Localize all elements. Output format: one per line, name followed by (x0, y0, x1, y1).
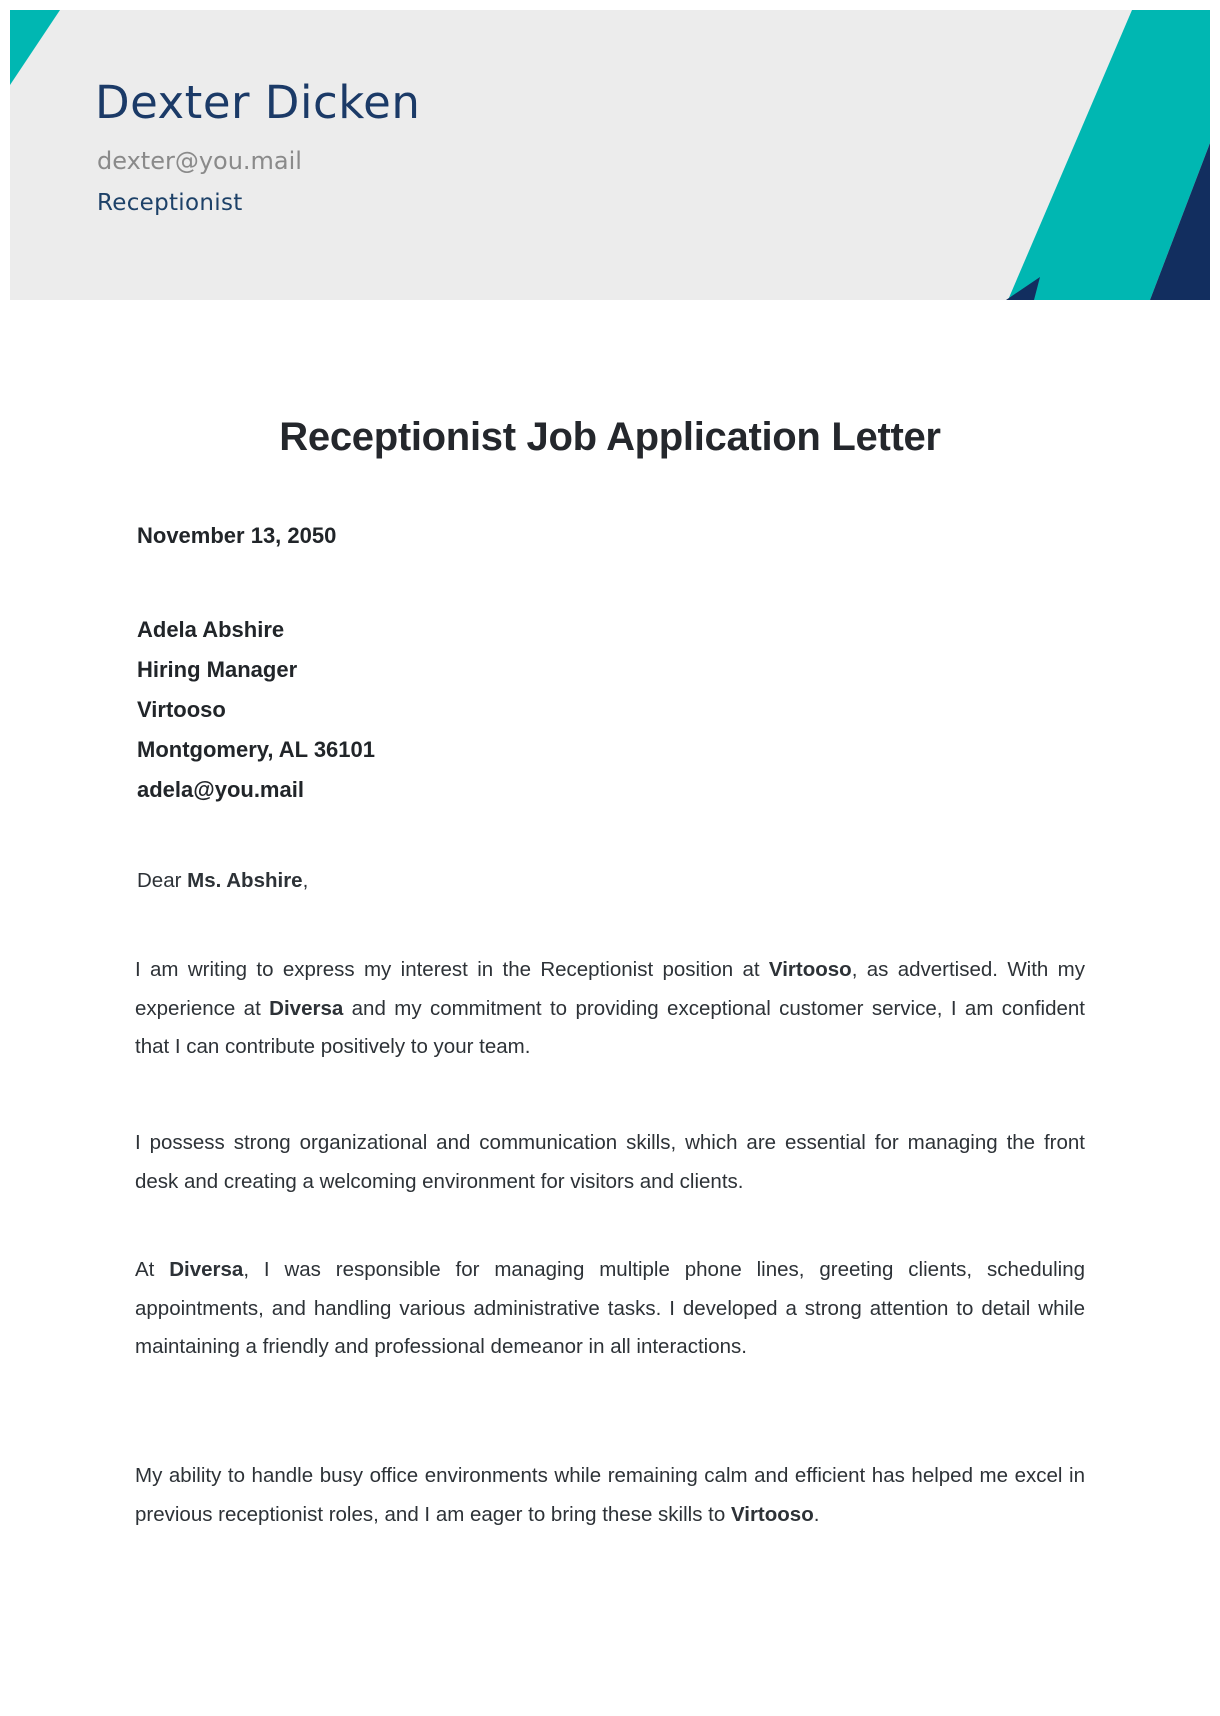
paragraph-intro (135, 951, 1085, 1067)
body-text: . (813, 1502, 820, 1526)
bold-text: Diversa (169, 1258, 244, 1281)
letter-header (10, 10, 1210, 300)
paragraph-experience (135, 1251, 1085, 1367)
bold-text: Ms. Abshire (187, 869, 303, 892)
body-text: , I was responsible for managing multiple phone lines, greeting clients, scheduling appointments, and handling various administrative tasks. I developed a strong attention to detail while maintaining a friendly and professional demeanor in all interactions. (135, 1258, 1085, 1359)
body-text: Dear (137, 869, 188, 892)
recipient-address: Montgomery, AL 36101 (137, 737, 375, 762)
bold-text: Diversa (269, 996, 344, 1020)
bold-text: Virtooso (730, 1502, 814, 1526)
body-text: , (302, 869, 309, 892)
teal-corner-triangle-icon (10, 10, 60, 85)
sender-role: Receptionist (97, 190, 243, 216)
paragraph-skills (135, 1124, 1085, 1201)
letter-title: Receptionist Job Application Letter (279, 415, 941, 459)
body-text: and my commitment to providing exceptional customer service, I am confident that I can contribute positively to your team. (135, 996, 1085, 1059)
recipient-title: Hiring Manager (137, 657, 298, 682)
body-text: I am writing to express my interest in the Receptionist position at (135, 958, 769, 981)
body-text: I possess strong organizational and communication skills, which are essential for managing the front desk and creating a welcoming environment for visitors and clients. (135, 1131, 1085, 1193)
letter-date: November 13, 2050 (137, 523, 337, 548)
bold-text: Virtooso (768, 958, 852, 981)
paragraph-closing (135, 1457, 1085, 1534)
body-text: My ability to handle busy office environments while remaining calm and efficient has helped me excel in previous receptionist roles, and I am eager to bring these skills to (135, 1464, 1085, 1526)
recipient-block (137, 610, 375, 810)
sender-email: dexter@you.mail (97, 147, 302, 175)
sender-name: Dexter Dicken (95, 76, 421, 129)
body-text: , as advertised. With my experience at (135, 958, 1085, 1020)
recipient-company: Virtooso (137, 697, 226, 722)
body-text: At (135, 1258, 170, 1281)
salutation (137, 862, 1087, 900)
recipient-name: Adela Abshire (137, 617, 285, 642)
recipient-email: adela@you.mail (137, 777, 304, 802)
